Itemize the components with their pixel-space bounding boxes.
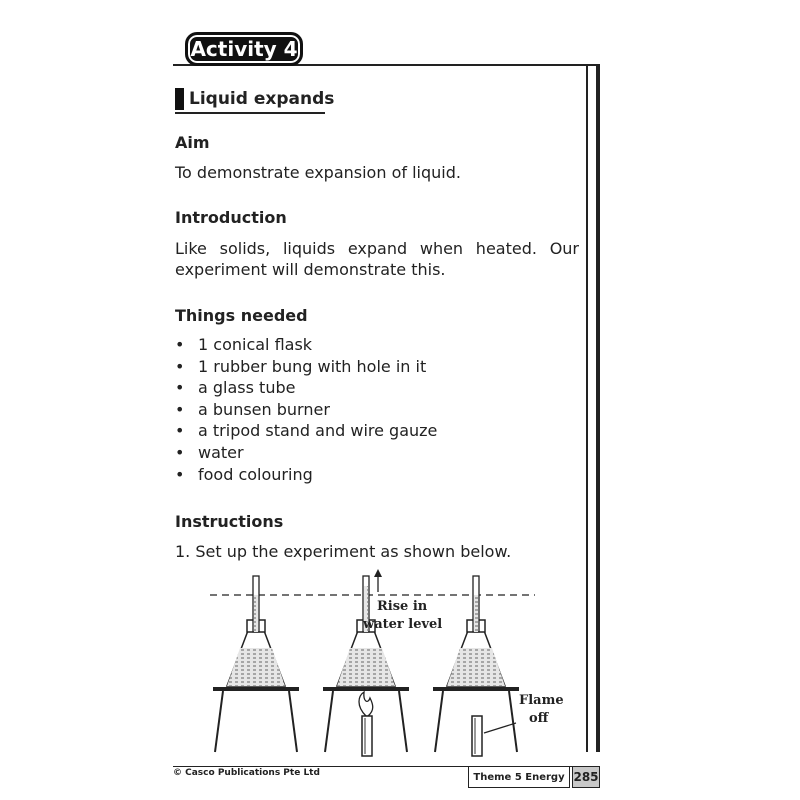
section-marker-bar xyxy=(175,88,184,110)
section-underline xyxy=(175,112,325,114)
introduction-text-line-2: experiment will demonstrate this. xyxy=(175,260,446,279)
list-item: • 1 rubber bung with hole in it xyxy=(175,356,427,376)
liquid-icon xyxy=(447,648,505,686)
section-title xyxy=(175,86,334,112)
list-item: • a glass tube xyxy=(175,378,296,398)
instruction-step-1: 1. Set up the experiment as shown below. xyxy=(175,542,512,561)
introduction-heading: Introduction xyxy=(175,208,287,227)
right-border-rule-thick xyxy=(596,64,600,752)
setup-1-initial xyxy=(213,576,299,752)
bullet-icon: • xyxy=(175,378,185,398)
introduction-text-line-1: Like solids, liquids expand when heated. Our xyxy=(175,239,579,258)
tripod-leg-icon xyxy=(215,691,223,752)
list-item: • food colouring xyxy=(175,464,313,484)
bullet-icon: • xyxy=(175,356,185,376)
bullet-icon: • xyxy=(175,421,185,441)
bullet-icon: • xyxy=(175,442,185,462)
theme-label: Theme 5 Energy xyxy=(468,766,570,788)
liquid-icon xyxy=(337,648,395,686)
aim-heading: Aim xyxy=(175,133,210,152)
aim-text: To demonstrate expansion of liquid. xyxy=(175,163,461,182)
tripod-leg-icon xyxy=(509,691,517,752)
liquid-icon xyxy=(227,648,285,686)
section-title-text: Liquid expands xyxy=(189,89,335,109)
arrow-up-head-icon xyxy=(374,569,382,577)
experiment-diagram xyxy=(205,568,565,760)
list-item: • water xyxy=(175,442,244,462)
rise-in-label-line-2: water level xyxy=(363,617,443,632)
tube-liquid-icon xyxy=(474,595,478,632)
flame-off-label-line-1: Flame xyxy=(519,693,564,708)
tripod-leg-icon xyxy=(325,691,333,752)
setup-2-heated xyxy=(323,569,442,756)
bunsen-burner-icon xyxy=(362,716,372,756)
page-number: 285 xyxy=(572,766,600,788)
activity-badge: Activity 4 xyxy=(185,32,303,66)
flame-off-pointer-line xyxy=(484,723,516,733)
bullet-icon: • xyxy=(175,335,185,354)
setup-3-flame-off xyxy=(433,576,564,756)
wire-gauze-icon xyxy=(323,687,409,691)
bunsen-burner-icon xyxy=(472,716,482,756)
wire-gauze-icon xyxy=(213,687,299,691)
flame-off-label-line-2: off xyxy=(529,711,549,726)
bullet-icon: • xyxy=(175,464,185,484)
things-needed-heading: Things needed xyxy=(175,306,308,325)
wire-gauze-icon xyxy=(433,687,519,691)
copyright-text: © Casco Publications Pte Ltd xyxy=(173,768,320,778)
tube-liquid-icon xyxy=(254,595,258,632)
instructions-heading: Instructions xyxy=(175,512,284,531)
flame-icon xyxy=(359,692,373,716)
list-item: • a tripod stand and wire gauze xyxy=(175,421,438,441)
right-border-rule xyxy=(586,64,588,752)
tripod-leg-icon xyxy=(289,691,297,752)
list-item: • a bunsen burner xyxy=(175,399,330,419)
list-item: • 1 conical flask xyxy=(175,335,313,354)
rise-in-label-line-1: Rise in xyxy=(377,599,428,614)
things-needed-list xyxy=(175,334,437,485)
tripod-leg-icon xyxy=(399,691,407,752)
bullet-icon: • xyxy=(175,399,185,419)
tripod-leg-icon xyxy=(435,691,443,752)
